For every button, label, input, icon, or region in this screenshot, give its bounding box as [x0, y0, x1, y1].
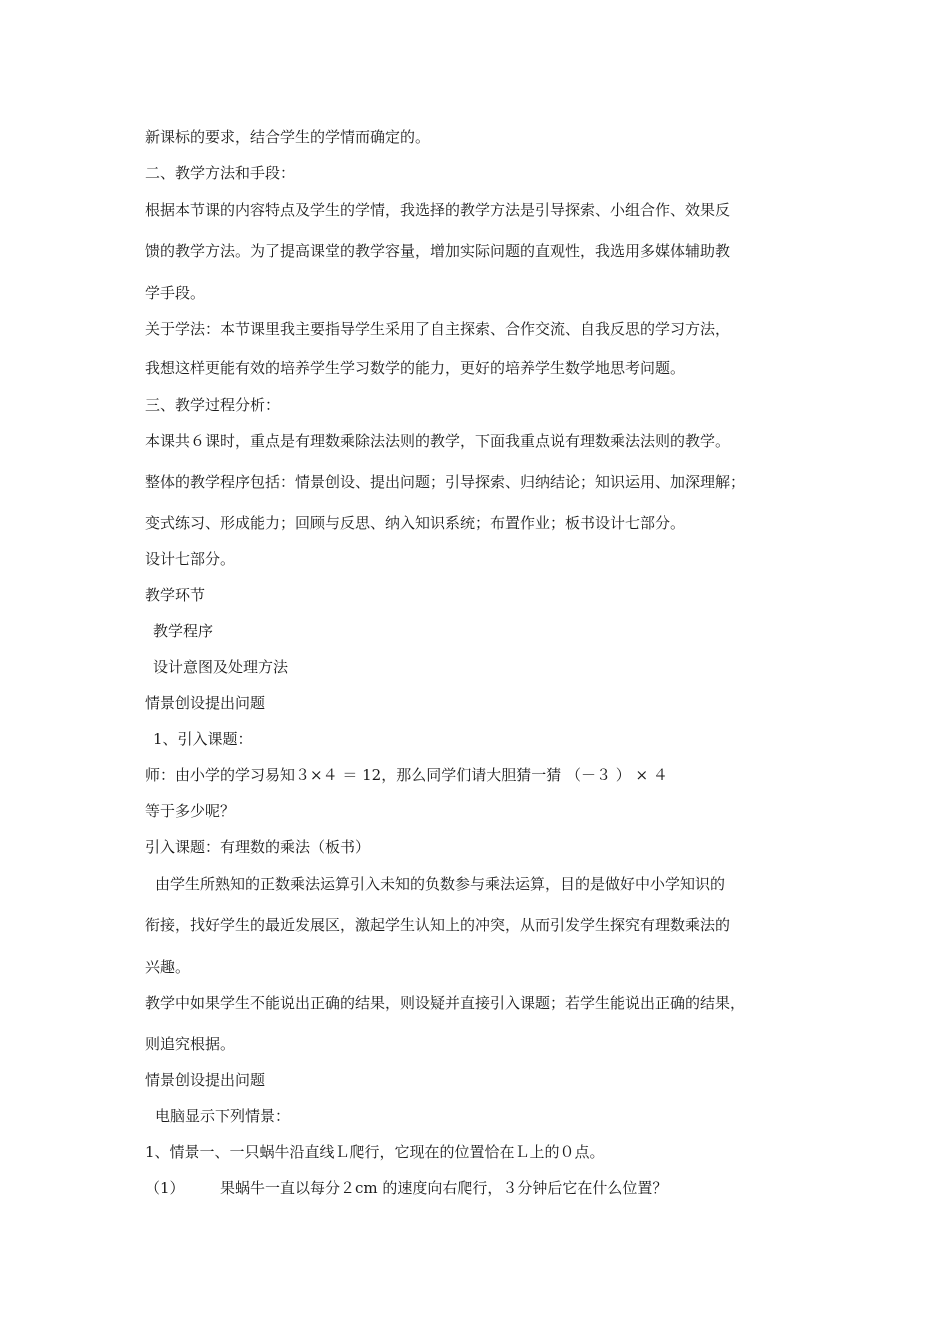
text-line: 师：由小学的学习易知３×４ ＝ 12，那么同学们请大胆猜一猜 （－３ ） × ４ — [145, 766, 668, 784]
text-line: 整体的教学程序包括：情景创设、提出问题；引导探索、归纳结论；知识运用、加深理解； — [145, 473, 746, 491]
text-line: 根据本节课的内容特点及学生的学情，我选择的教学方法是引导探索、小组合作、效果反 — [145, 201, 731, 219]
text-line: 我想这样更能有效的培养学生学习数学的能力，更好的培养学生数学地思考问题。 — [145, 359, 686, 377]
text-line: 馈的教学方法。为了提高课堂的教学容量，增加实际问题的直观性，我选用多媒体辅助教 — [145, 242, 731, 260]
text-line: 新课标的要求，结合学生的学情而确定的。 — [145, 128, 431, 146]
text-line: 变式练习、形成能力；回顾与反思、纳入知识系统；布置作业；板书设计七部分。 — [145, 514, 686, 532]
text-line: 衔接，找好学生的最近发展区，激起学生认知上的冲突，从而引发学生探究有理数乘法的 — [145, 916, 731, 934]
text-line: 教学中如果学生不能说出正确的结果，则设疑并直接引入课题；若学生能说出正确的结果， — [145, 994, 746, 1012]
table-cell-label: 情景创设提出问题 — [145, 694, 266, 712]
list-item — [145, 1178, 845, 1198]
text-line: 由学生所熟知的正数乘法运算引入未知的负数参与乘法运算，目的是做好中小学知识的 — [155, 875, 726, 893]
text-line: 引入课题：有理数的乘法（板书） — [145, 838, 371, 856]
text-line: 等于多少呢？ — [145, 802, 236, 820]
list-item-number: （1） — [145, 1179, 185, 1197]
text-line: 则追究根据。 — [145, 1035, 236, 1053]
table-cell-label: 设计意图及处理方法 — [153, 658, 289, 676]
text-line: 关于学法：本节课里我主要指导学生采用了自主探索、合作交流、自我反思的学习方法， — [145, 320, 731, 338]
section-heading: 三、教学过程分析： — [145, 396, 281, 414]
text-line: 1、引入课题： — [153, 730, 253, 748]
text-line: 1、情景一、一只蜗牛沿直线Ｌ爬行，它现在的位置恰在Ｌ上的０点。 — [145, 1143, 605, 1161]
text-line: 电脑显示下列情景： — [155, 1107, 291, 1125]
list-item-text: 果蜗牛一直以每分２cm 的速度向右爬行，３分钟后它在什么位置？ — [220, 1179, 668, 1197]
text-line: 本课共６课时，重点是有理数乘除法法则的教学，下面我重点说有理数乘法法则的教学。 — [145, 432, 731, 450]
table-cell-label: 教学程序 — [153, 622, 214, 640]
section-heading: 二、教学方法和手段： — [145, 164, 296, 182]
text-line: 设计七部分。 — [145, 550, 236, 568]
table-cell-label: 教学环节 — [145, 586, 206, 604]
text-line: 学手段。 — [145, 284, 206, 302]
table-cell-label: 情景创设提出问题 — [145, 1071, 266, 1089]
text-line: 兴趣。 — [145, 958, 191, 976]
